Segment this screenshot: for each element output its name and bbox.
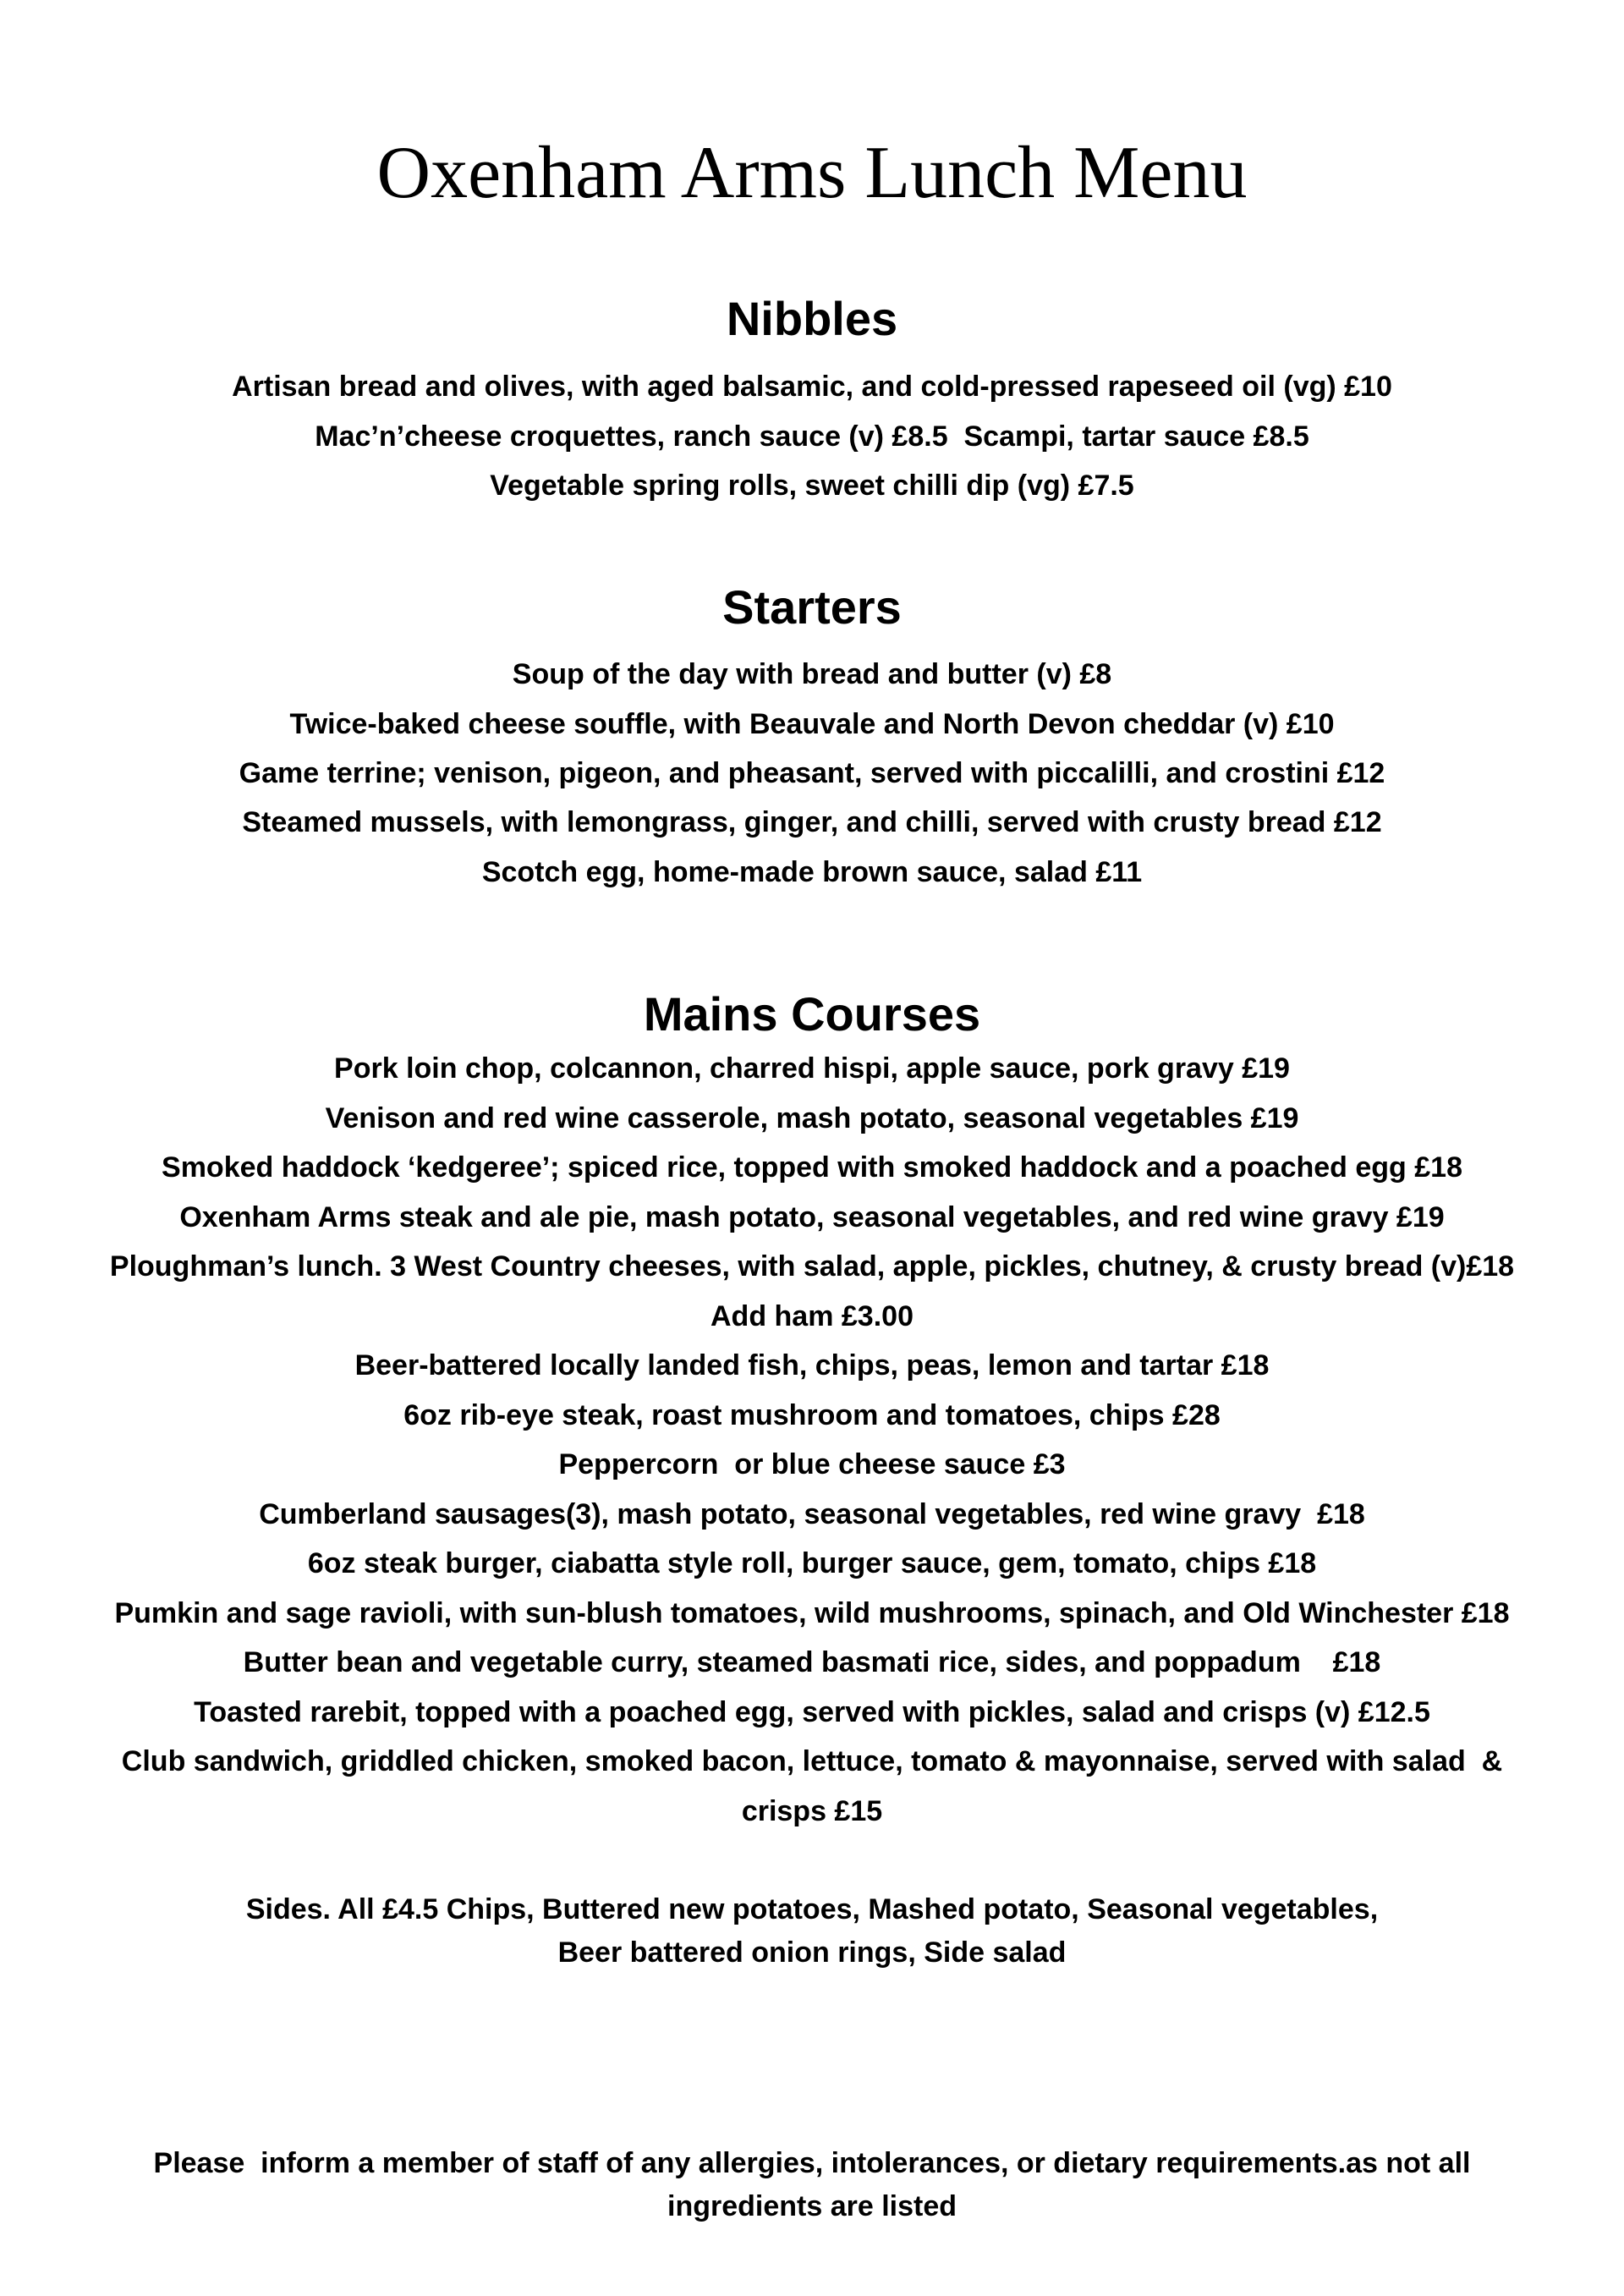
mains-item: Toasted rarebit, topped with a poached egg, served with pickles, salad and crisps (v) £12.5	[194, 1696, 1430, 1728]
nibbles-heading: Nibbles	[726, 292, 898, 345]
mains-item: 6oz rib-eye steak, roast mushroom and tomatoes, chips £28	[403, 1399, 1221, 1431]
sides-line: Sides. All £4.5 Chips, Buttered new potatoes, Mashed potato, Seasonal vegetables,	[245, 1893, 1379, 1925]
mains-item: crisps £15	[741, 1795, 883, 1827]
mains-heading: Mains Courses	[643, 987, 981, 1041]
nibbles-item: Artisan bread and olives, with aged balsamic, and cold-pressed rapeseed oil (vg) £10	[232, 371, 1392, 403]
starters-item: Game terrine; venison, pigeon, and pheasant, served with piccalilli, and crostini £12	[239, 757, 1385, 789]
allergy-notice: ingredients are listed	[667, 2190, 957, 2222]
mains-item: Smoked haddock ‘kedgeree’; spiced rice, topped with smoked haddock and a poached egg £18	[162, 1151, 1462, 1184]
mains-item: Oxenham Arms steak and ale pie, mash potato, seasonal vegetables, and red wine gravy £19	[179, 1201, 1445, 1233]
sides-line: Beer battered onion rings, Side salad	[557, 1936, 1067, 1969]
mains-item: Cumberland sausages(3), mash potato, seasonal vegetables, red wine gravy £18	[259, 1498, 1365, 1530]
menu-title: Oxenham Arms Lunch Menu	[376, 132, 1248, 214]
mains-item: Butter bean and vegetable curry, steamed basmati rice, sides, and poppadum £18	[243, 1646, 1381, 1678]
starters-item: Scotch egg, home-made brown sauce, salad £11	[481, 856, 1143, 888]
starters-heading: Starters	[722, 580, 902, 634]
mains-item: Pork loin chop, colcannon, charred hispi, apple sauce, pork gravy £19	[334, 1052, 1290, 1085]
mains-item: Peppercorn or blue cheese sauce £3	[558, 1448, 1066, 1480]
starters-item: Twice-baked cheese souffle, with Beauvale and North Devon cheddar (v) £10	[289, 708, 1335, 740]
allergy-notice: Please inform a member of staff of any allergies, intolerances, or dietary requirements.as not all	[153, 2147, 1471, 2179]
mains-item: Pumkin and sage ravioli, with sun-blush tomatoes, wild mushrooms, spinach, and Old Winchester £18	[114, 1597, 1510, 1629]
mains-item: Add ham £3.00	[710, 1300, 914, 1332]
starters-item: Soup of the day with bread and butter (v) £8	[512, 658, 1112, 690]
mains-item: Beer-battered locally landed fish, chips, peas, lemon and tartar £18	[354, 1349, 1270, 1381]
starters-item: Steamed mussels, with lemongrass, ginger, and chilli, served with crusty bread £12	[242, 806, 1382, 838]
mains-item: Ploughman’s lunch. 3 West Country cheeses, with salad, apple, pickles, chutney, & crusty bread (v)£18	[109, 1250, 1515, 1283]
nibbles-item: Vegetable spring rolls, sweet chilli dip (vg) £7.5	[490, 470, 1134, 502]
mains-item: 6oz steak burger, ciabatta style roll, burger sauce, gem, tomato, chips £18	[307, 1547, 1317, 1579]
mains-item: Venison and red wine casserole, mash potato, seasonal vegetables £19	[325, 1102, 1299, 1134]
mains-item: Club sandwich, griddled chicken, smoked bacon, lettuce, tomato & mayonnaise, served with salad &	[121, 1745, 1503, 1777]
nibbles-item: Mac’n’cheese croquettes, ranch sauce (v) £8.5 Scampi, tartar sauce £8.5	[315, 420, 1309, 453]
